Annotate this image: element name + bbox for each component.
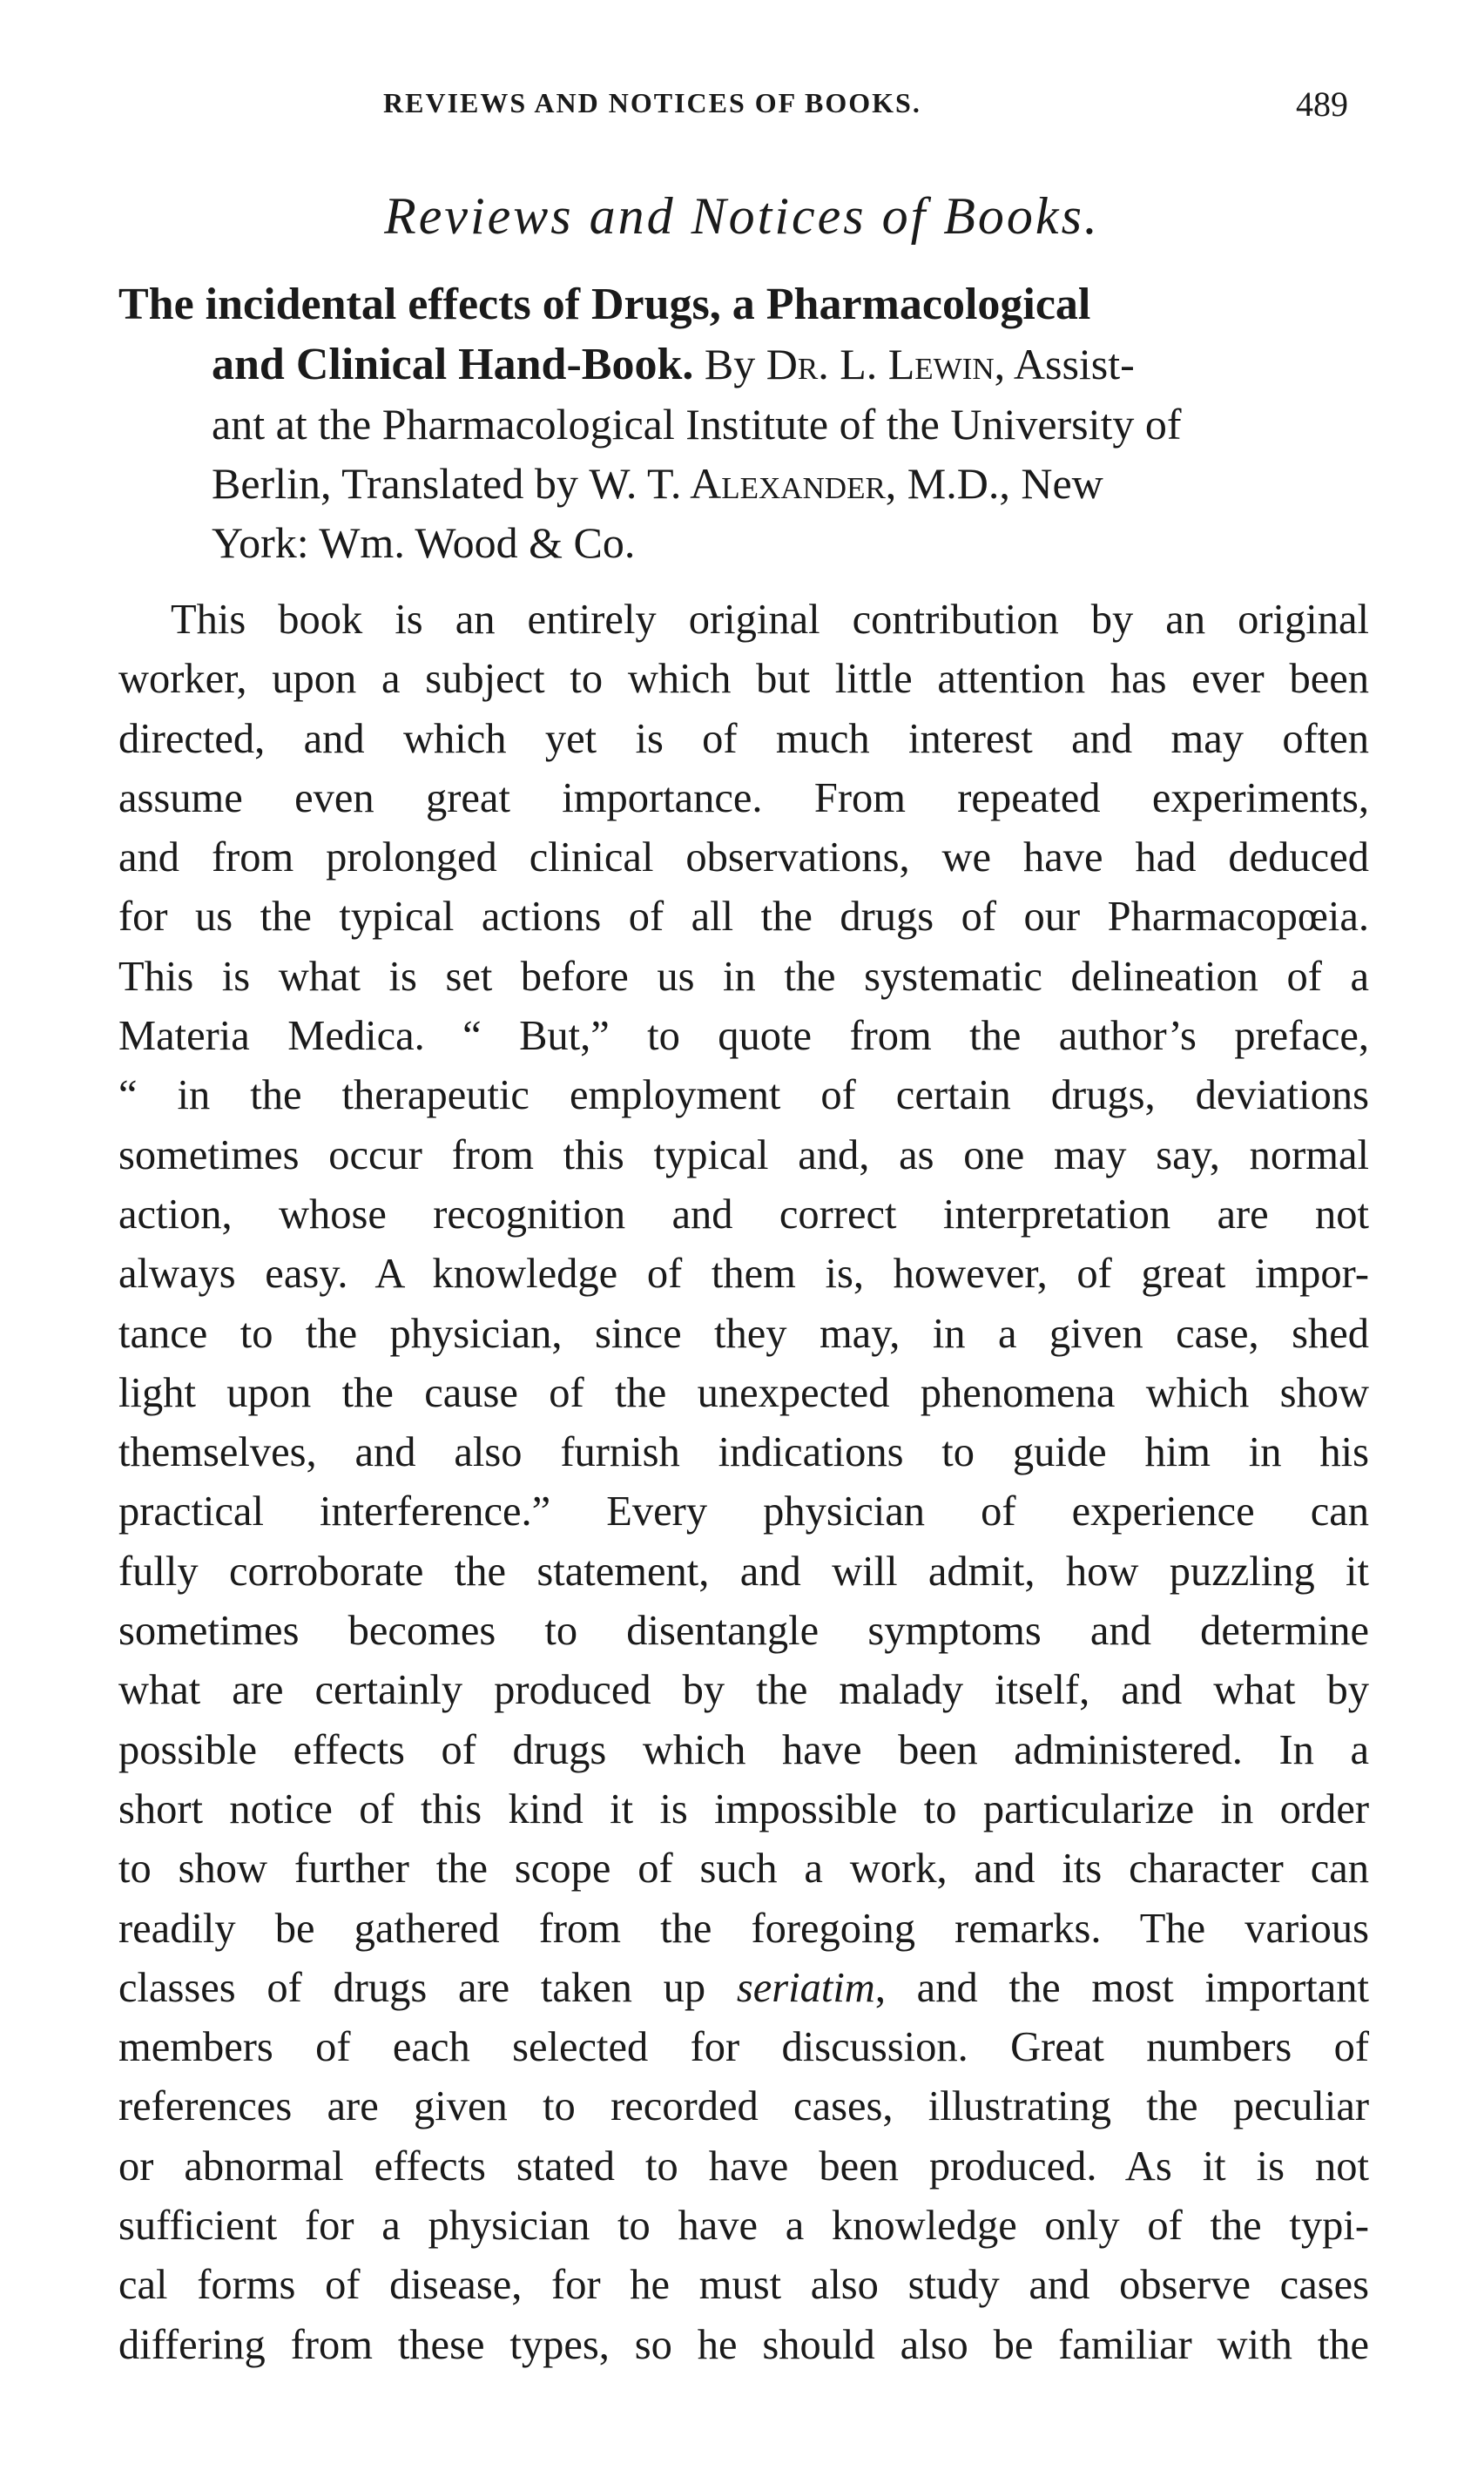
author-role-part-3: Berlin, Translated by	[212, 459, 590, 508]
body-line: possible effects of drugs which have been administered. In a	[118, 1726, 1369, 1773]
body-line: themselves, and also furnish indications to guide him in his	[118, 1429, 1369, 1476]
author-role-part-1: , Assist-	[994, 340, 1135, 388]
section-title: Reviews and Notices of Books.	[384, 187, 1100, 245]
book-details-line-2	[212, 395, 1370, 454]
body-line: members of each selected for discussion. Great numbers of	[118, 2024, 1369, 2071]
body-line: to show further the scope of such a work, and its character can	[118, 1846, 1369, 1893]
body-line: “ in the therapeutic employment of certain drugs, deviations	[118, 1072, 1369, 1119]
publisher-part-2: York: Wm. Wood & Co.	[212, 518, 636, 567]
body-line: what are certainly produced by the malady itself, and what by	[118, 1667, 1369, 1714]
body-line: and from prolonged clinical observations, we have had deduced	[118, 834, 1369, 881]
review-body	[118, 591, 1369, 2375]
body-line: readily be gathered from the foregoing remarks. The various	[118, 1905, 1369, 1952]
page-number: 489	[1296, 84, 1348, 124]
body-line: This book is an entirely original contribution by an original	[171, 597, 1369, 643]
body-line: sometimes occur from this typical and, as one may say, normal	[118, 1131, 1369, 1178]
by-word: By	[693, 340, 766, 388]
italic-term: seriatim	[736, 1964, 875, 2011]
running-head: REVIEWS AND NOTICES OF BOOKS.	[383, 87, 921, 118]
body-line: always easy. A knowledge of them is, however, of great impor-	[118, 1251, 1369, 1298]
body-line: short notice of this kind it is impossible to particularize in order	[118, 1785, 1369, 1832]
body-line: sometimes becomes to disentangle symptoms and determine	[118, 1608, 1369, 1655]
book-title-line-2: and Clinical Hand-Book.	[212, 340, 694, 389]
body-line: practical interference.” Every physician of experience can	[118, 1488, 1369, 1535]
author-role-part-2: ant at the Pharmacological Institute of the University of	[212, 400, 1182, 449]
body-line: differing from these types, so he should also be familiar with the	[118, 2321, 1369, 2368]
body-line: or abnormal effects stated to have been produced. As it is not	[118, 2143, 1369, 2190]
publisher-part-1: , M.D., New	[885, 459, 1103, 508]
body-line: This is what is set before us in the systematic delineation of a	[118, 953, 1369, 1000]
body-line: cal forms of disease, for he must also study and observe cases	[118, 2262, 1369, 2309]
author-name: Dr. L. Lewin	[766, 340, 995, 388]
body-line: light upon the cause of the unexpected phenomena which show	[118, 1369, 1369, 1416]
body-line: for us the typical actions of all the drugs of our Pharmacopœia.	[118, 894, 1369, 941]
body-line: fully corroborate the statement, and will admit, how puzzling it	[118, 1548, 1369, 1595]
body-line: directed, and which yet is of much interest and may often	[118, 715, 1369, 762]
book-title-line-1: The incidental effects of Drugs, a Pharmacological	[118, 280, 1091, 329]
body-line: worker, upon a subject to which but little attention has ever been	[118, 656, 1369, 703]
body-line: tance to the physician, since they may, in a given case, shed	[118, 1310, 1369, 1357]
book-title	[118, 275, 1373, 334]
book-details	[212, 334, 1370, 572]
body-line: assume even great importance. From repeated experiments,	[118, 774, 1369, 821]
book-details-line-1	[212, 334, 1370, 395]
book-details-line-4	[212, 513, 1370, 572]
body-line: Materia Medica. “ But,” to quote from the author’s preface,	[118, 1013, 1369, 1060]
body-line: action, whose recognition and correct interpretation are not	[118, 1191, 1369, 1238]
book-details-line-3	[212, 454, 1370, 513]
body-line: references are given to recorded cases, illustrating the peculiar	[118, 2083, 1369, 2130]
body-line: sufficient for a physician to have a knowledge only of the typi-	[118, 2203, 1369, 2250]
translator-name: W. T. Alexander	[589, 459, 886, 508]
body-line: classes of drugs are taken up seriatim, and the most important	[118, 1964, 1369, 2011]
